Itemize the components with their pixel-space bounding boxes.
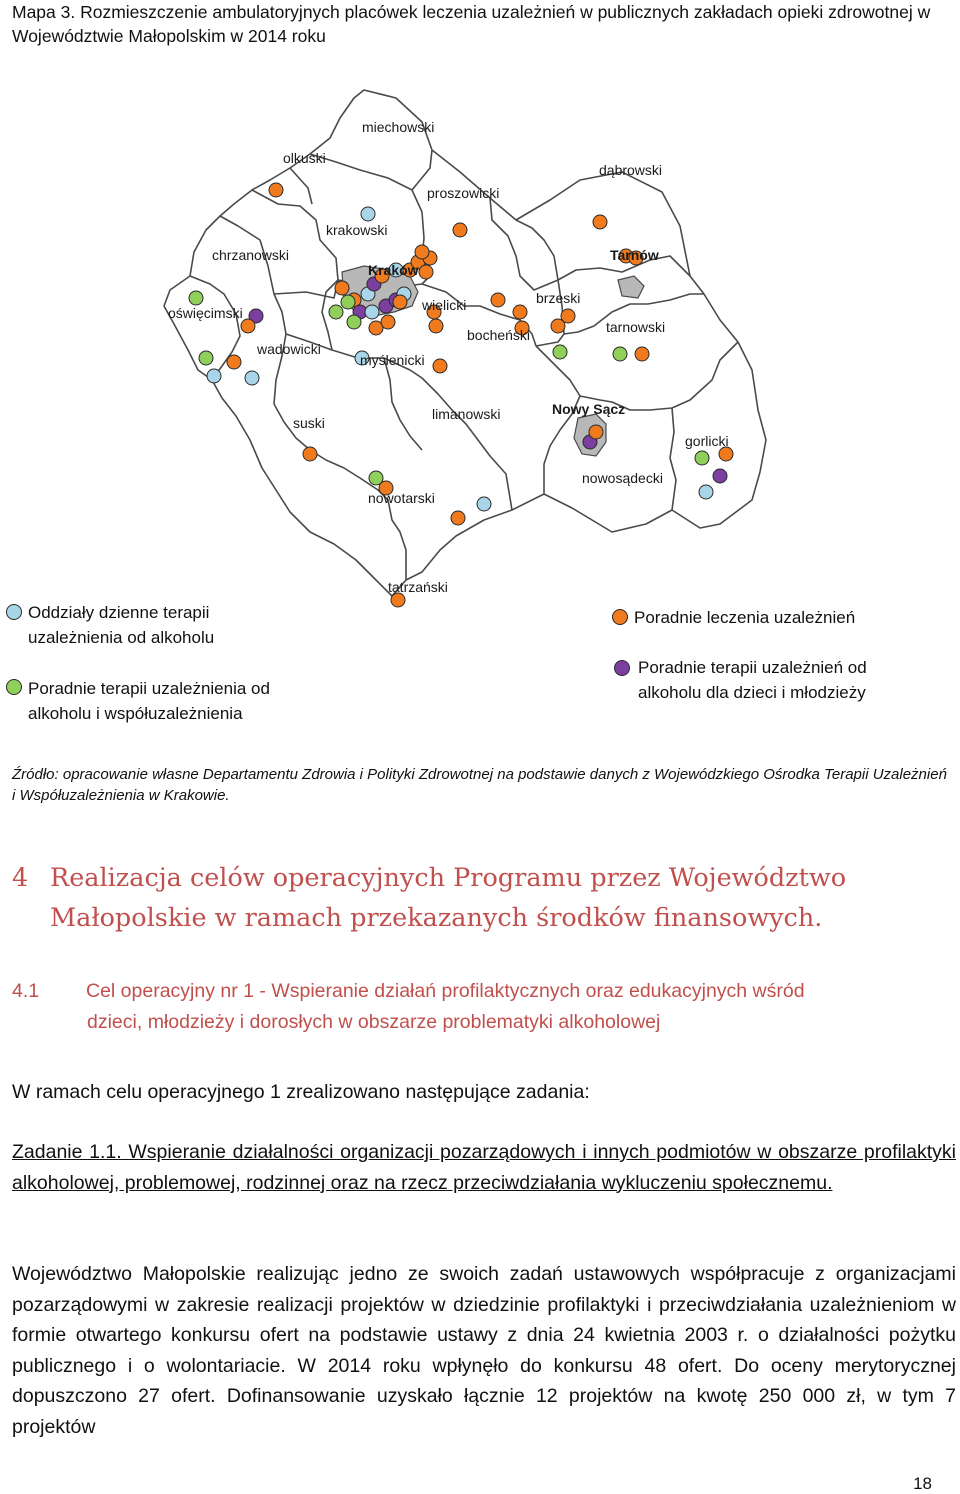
map: [160, 80, 780, 610]
facility-marker: [477, 497, 491, 511]
facility-marker: [593, 215, 607, 229]
legend-addiction-clinics: Poradnie leczenia uzależnień: [634, 608, 856, 627]
source-note: Źródło: opracowanie własne Departamentu Zdrowia i Polityki Zdrowotnej na podstawie danych z Wojewódzkiego Ośrodka Terapii Uzależnień i Współuzależnienia w Krakowie.: [12, 766, 947, 804]
label-miechowski: miechowski: [362, 119, 435, 135]
label-krakow: Kraków: [368, 262, 419, 278]
page-number: 18: [913, 1474, 932, 1493]
legend-dot-therapy: [6, 679, 22, 695]
label-tarnow: Tarnów: [610, 247, 659, 263]
section-4-1-number: 4.1: [12, 980, 40, 1002]
legend-dot-day-wards: [6, 604, 22, 620]
section-4-1-line1: Cel operacyjny nr 1 - Wspieranie działań profilaktycznych oraz edukacyjnych wśród: [86, 980, 805, 1002]
tarnow-area: [618, 276, 644, 298]
label-proszowicki: proszowicki: [427, 185, 500, 201]
facility-marker: [361, 207, 375, 221]
label-nowy-sacz: Nowy Sącz: [552, 401, 626, 417]
label-bochenski: bocheński: [467, 327, 531, 343]
section-4-line1: Realizacja celów operacyjnych Programu przez Województwo: [50, 863, 847, 893]
label-olkuski: olkuski: [283, 150, 326, 166]
legend-youth-clinics: Poradnie terapii uzależnień od alkoholu dla dzieci i młodzieży: [638, 658, 867, 702]
facility-marker: [341, 295, 355, 309]
facility-marker: [241, 319, 255, 333]
facility-marker: [589, 425, 603, 439]
facility-marker: [433, 359, 447, 373]
facility-marker: [347, 315, 361, 329]
label-nowosadecki: nowosądecki: [582, 470, 663, 486]
facility-marker: [695, 451, 709, 465]
facility-marker: [207, 369, 221, 383]
facility-marker: [719, 447, 733, 461]
label-tatrzanski: tatrzański: [388, 579, 448, 595]
facility-marker: [245, 371, 259, 385]
facility-marker: [491, 293, 505, 307]
legend-dot-youth: [614, 660, 630, 676]
facility-marker: [227, 355, 241, 369]
facility-marker: [269, 183, 283, 197]
facility-marker: [419, 265, 433, 279]
label-nowotarski: nowotarski: [368, 490, 435, 506]
facility-marker: [335, 281, 349, 295]
section-4-heading: [12, 858, 956, 938]
facility-marker: [429, 319, 443, 333]
legend: [0, 600, 960, 730]
facility-marker: [199, 351, 213, 365]
label-myslenicki: myślenicki: [360, 352, 425, 368]
facility-marker: [365, 305, 379, 319]
facility-marker: [635, 347, 649, 361]
task-text: Wspieranie działalności organizacji pozarządowych i innych podmiotów w obszarze profilaktyki alkoholowej, problemowej, rodzinnej oraz na rzecz przeciwdziałania wykluczeniu społecznemu.: [12, 1141, 956, 1194]
label-dabrowski: dąbrowski: [599, 162, 663, 178]
facility-marker: [189, 291, 203, 305]
body-paragraph: Województwo Małopolskie realizując jedno ze swoich zadań ustawowych współpracuje z organizacjami pozarządowymi w zakresie realizacji projektów w dziedzinie profilaktyki i przeciwdziałania uzależnieniom w formie otwartego konkursu ofert na podstawie ustawy z dnia 24 kwietnia 2003 r. o działalności pożytku publicznego i o wolontariacie. W 2014 roku wpłynęło do konkursu 48 ofert. Do oceny merytorycznej dopuszczono 27 ofert. Dofinansowanie uzyskało łącznie 12 projektów na kwotę 250 000 zł, w tym 7 projektów: [12, 1263, 956, 1438]
facility-marker: [303, 447, 317, 461]
facility-marker: [415, 245, 429, 259]
facility-marker: [699, 485, 713, 499]
label-wadowicki: wadowicki: [257, 341, 321, 357]
facility-marker: [381, 315, 395, 329]
label-tarnowski: tarnowski: [606, 319, 666, 335]
task-paragraph: [12, 1137, 956, 1198]
facility-marker: [613, 347, 627, 361]
intro-paragraph: W ramach celu operacyjnego 1 zrealizowano następujące zadania:: [12, 1081, 590, 1103]
label-brzeski: brzeski: [536, 290, 581, 306]
section-4-1-heading: [12, 976, 956, 1038]
task-label: Zadanie 1.1.: [12, 1141, 122, 1163]
facility-marker: [553, 345, 567, 359]
facility-marker: [713, 469, 727, 483]
section-4-line2: Małopolskie w ramach przekazanych środków finansowych.: [50, 903, 823, 933]
facility-marker: [453, 223, 467, 237]
label-oswiecimski: oświęcimski: [168, 305, 243, 321]
label-suski: suski: [293, 415, 325, 431]
section-4-number: 4: [12, 863, 29, 893]
section-4-1-line2: dzieci, młodzieży i dorosłych w obszarze problematyki alkoholowej: [87, 1011, 661, 1033]
label-limanowski: limanowski: [432, 406, 501, 422]
legend-day-wards: Oddziały dzienne terapii uzależnienia od alkoholu: [28, 603, 215, 647]
map-svg: [160, 80, 780, 610]
facility-marker: [329, 305, 343, 319]
facility-marker: [561, 309, 575, 323]
legend-dot-addiction: [612, 609, 628, 625]
label-chrzanowski: chrzanowski: [212, 247, 290, 263]
legend-therapy-clinics: Poradnie terapii uzależnienia od alkoholu i współuzależnienia: [28, 679, 270, 723]
facility-marker: [451, 511, 465, 525]
facility-marker: [513, 305, 527, 319]
label-krakowski: krakowski: [326, 222, 388, 238]
label-wielicki: wielicki: [422, 297, 467, 313]
facility-marker: [393, 295, 407, 309]
label-gorlicki: gorlicki: [685, 433, 729, 449]
map-title: Mapa 3. Rozmieszczenie ambulatoryjnych placówek leczenia uzależnień w publicznych zakładach opieki zdrowotnej w Województwie Małopolskim w 2014 roku: [12, 2, 931, 46]
